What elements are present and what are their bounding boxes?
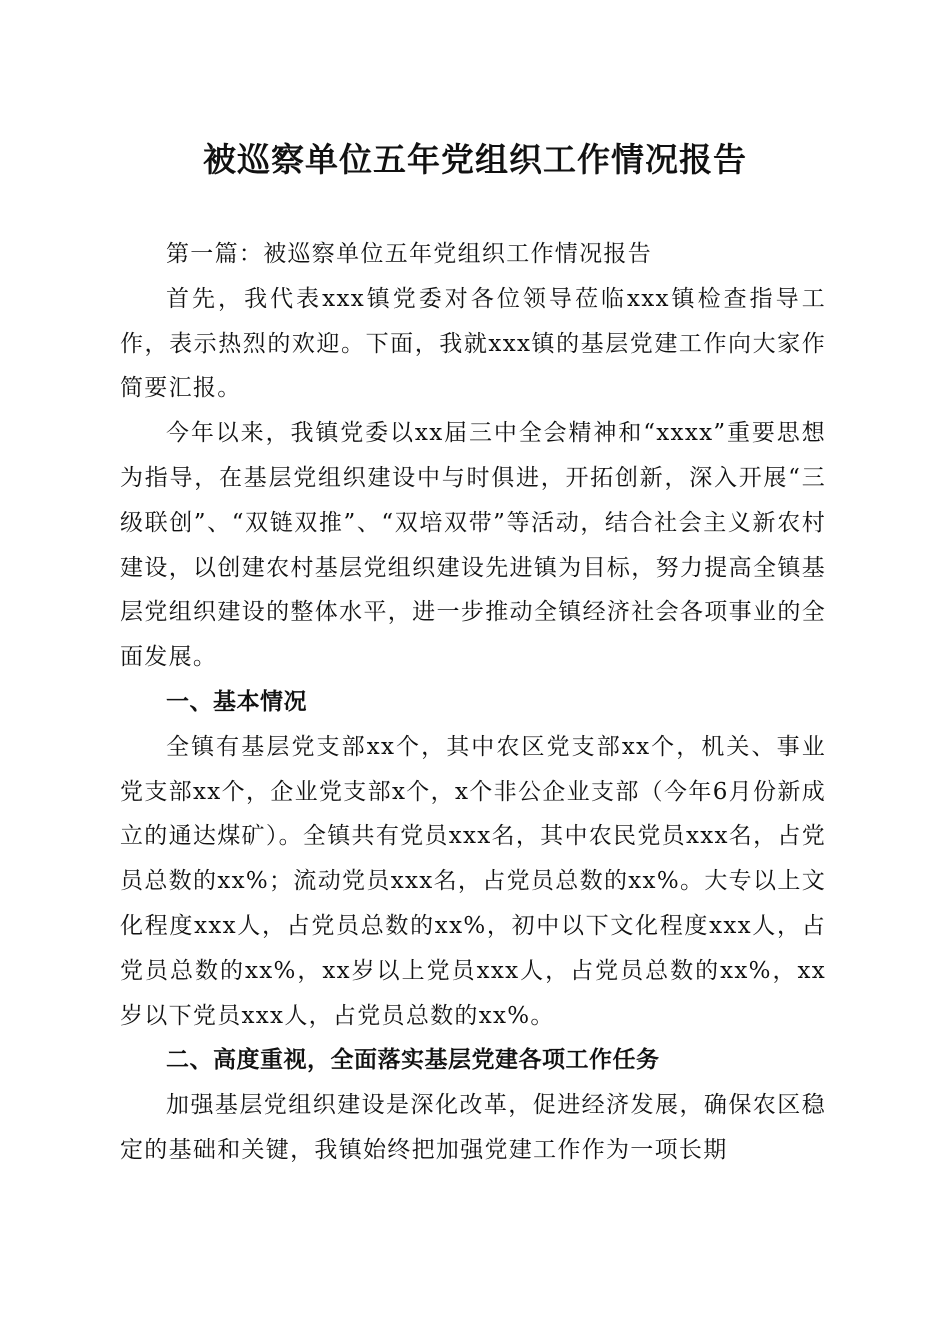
intro-paragraph: 首先，我代表xxx镇党委对各位领导莅临xxx镇检查指导工作，表示热烈的欢迎。下面，我就xxx镇的基层党建工作向大家作简要汇报。 [120, 285, 826, 402]
overview-paragraph: 今年以来，我镇党委以xx届三中全会精神和“xxxx”重要思想为指导，在基层党组织建设中与时俱进，开拓创新，深入开展“三级联创”、“双链双推”、“双培双带”等活动，结合社会主义新农村建设，以创建农村基层党组织建设先进镇为目标，努力提高全镇基层党组织建设的整体水平，进一步推动全镇经济社会各项事业的全面发展。 [120, 420, 826, 671]
basic-situation-paragraph: 全镇有基层党支部xx个，其中农区党支部xx个，机关、事业党支部xx个，企业党支部x个，x个非公企业支部（今年6月份新成立的通达煤矿）。全镇共有党员xxx名，其中农民党员xxx名，占党员总数的xx%；流动党员xxx名，占党员总数的xx%。大专以上文化程度xxx人，占党员总数的xx%，初中以下文化程度xxx人，占党员总数的xx%，xx岁以上党员xxx人，占党员总数的xx%，xx岁以下党员xxx人，占党员总数的xx%。 [120, 733, 826, 1029]
document-title: 被巡察单位五年党组织工作情况报告 [203, 140, 747, 179]
article-subtitle: 第一篇：被巡察单位五年党组织工作情况报告 [166, 241, 652, 267]
section-heading-party-building-tasks: 二、高度重视，全面落实基层党建各项工作任务 [166, 1047, 660, 1074]
section-heading-basic-situation: 一、基本情况 [166, 688, 307, 715]
document-body [120, 232, 826, 1173]
party-building-paragraph: 加强基层党组织建设是深化改革，促进经济发展，确保农区稳定的基础和关键，我镇始终把加强党建工作作为一项长期 [120, 1092, 826, 1163]
